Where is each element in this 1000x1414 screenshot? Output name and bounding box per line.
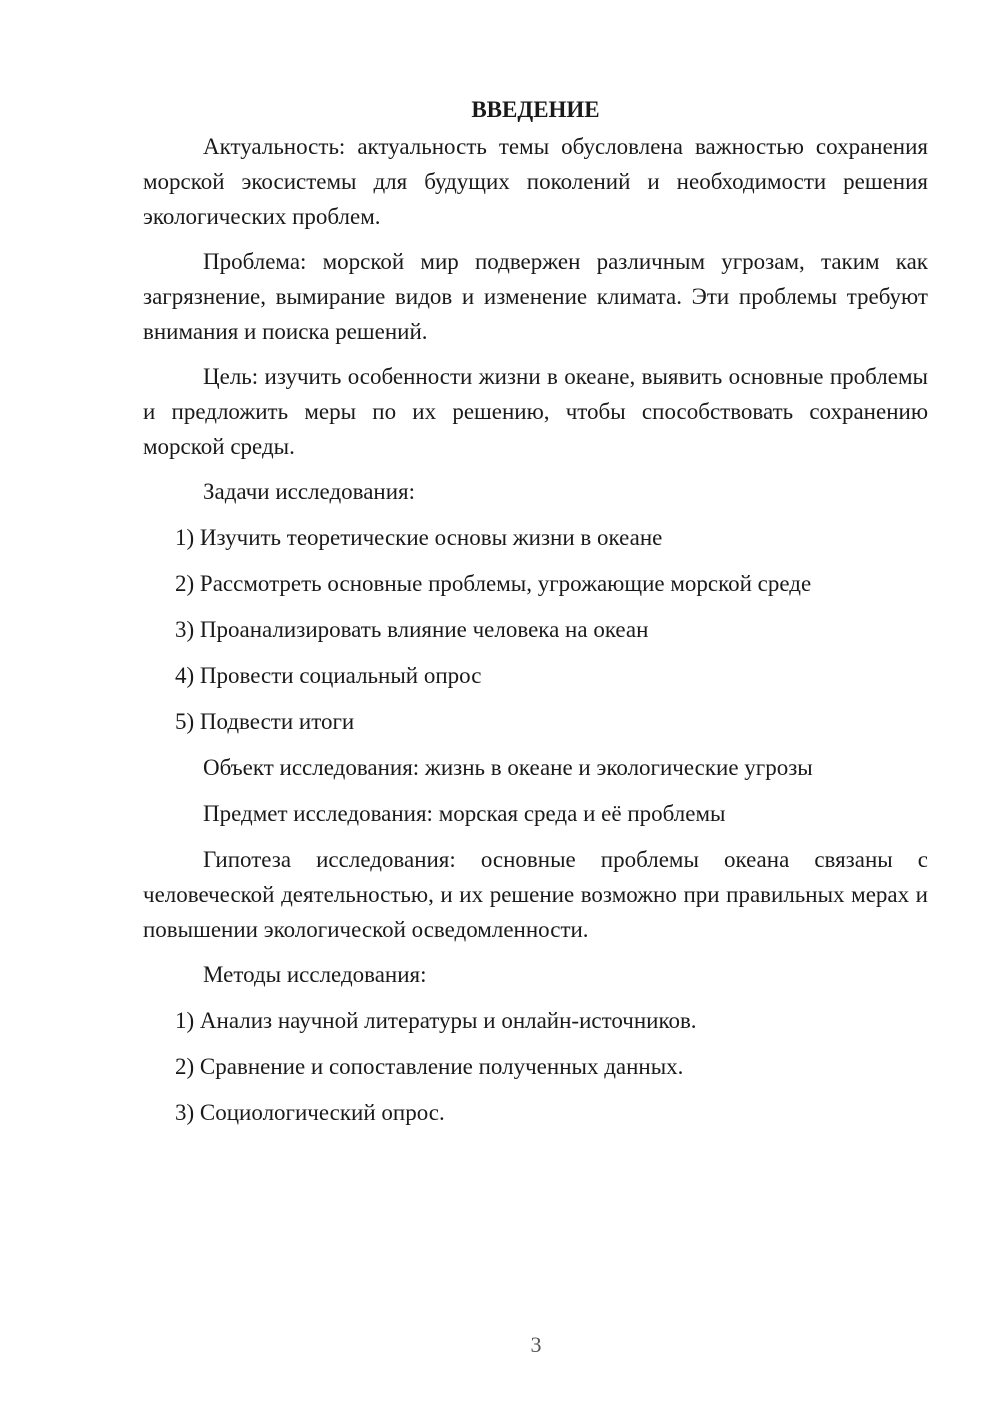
subject-paragraph: Предмет исследования: морская среда и её проблемы [203, 801, 726, 826]
task-item: 2) Рассмотреть основные проблемы, угрожающие морской среде [175, 571, 812, 596]
methods-heading: Методы исследования: [203, 962, 427, 987]
methods-list [143, 1003, 928, 1130]
method-item: 3) Социологический опрос. [175, 1100, 445, 1125]
page-number: 3 [530, 1332, 542, 1357]
method-item: 2) Сравнение и сопоставление полученных данных. [175, 1054, 684, 1079]
hypothesis-paragraph: Гипотеза исследования: основные проблемы океана связаны с человеческой деятельностью, и их решение возможно при правильных мерах и повышении экологической осведомленности. [143, 847, 928, 942]
task-item: 3) Проанализировать влияние человека на океан [175, 617, 649, 642]
tasks-list [143, 520, 928, 739]
goal-paragraph: Цель: изучить особенности жизни в океане, выявить основные проблемы и предложить меры по их решению, чтобы способствовать сохранению морской среды. [143, 364, 928, 459]
problem-paragraph: Проблема: морской мир подвержен различным угрозам, таким как загрязнение, вымирание видов и изменение климата. Эти проблемы требуют внимания и поиска решений. [143, 249, 928, 344]
page-content [143, 92, 928, 1141]
tasks-heading: Задачи исследования: [203, 479, 416, 504]
relevance-paragraph: Актуальность: актуальность темы обусловлена важностью сохранения морской экосистемы для будущих поколений и необходимости решения экологических проблем. [143, 134, 928, 229]
object-paragraph: Объект исследования: жизнь в океане и экологические угрозы [203, 755, 813, 780]
task-item: 1) Изучить теоретические основы жизни в океане [175, 525, 663, 550]
task-item: 5) Подвести итоги [175, 709, 355, 734]
method-item: 1) Анализ научной литературы и онлайн-источников. [175, 1008, 697, 1033]
task-item: 4) Провести социальный опрос [175, 663, 482, 688]
page-title: ВВЕДЕНИЕ [471, 97, 600, 122]
